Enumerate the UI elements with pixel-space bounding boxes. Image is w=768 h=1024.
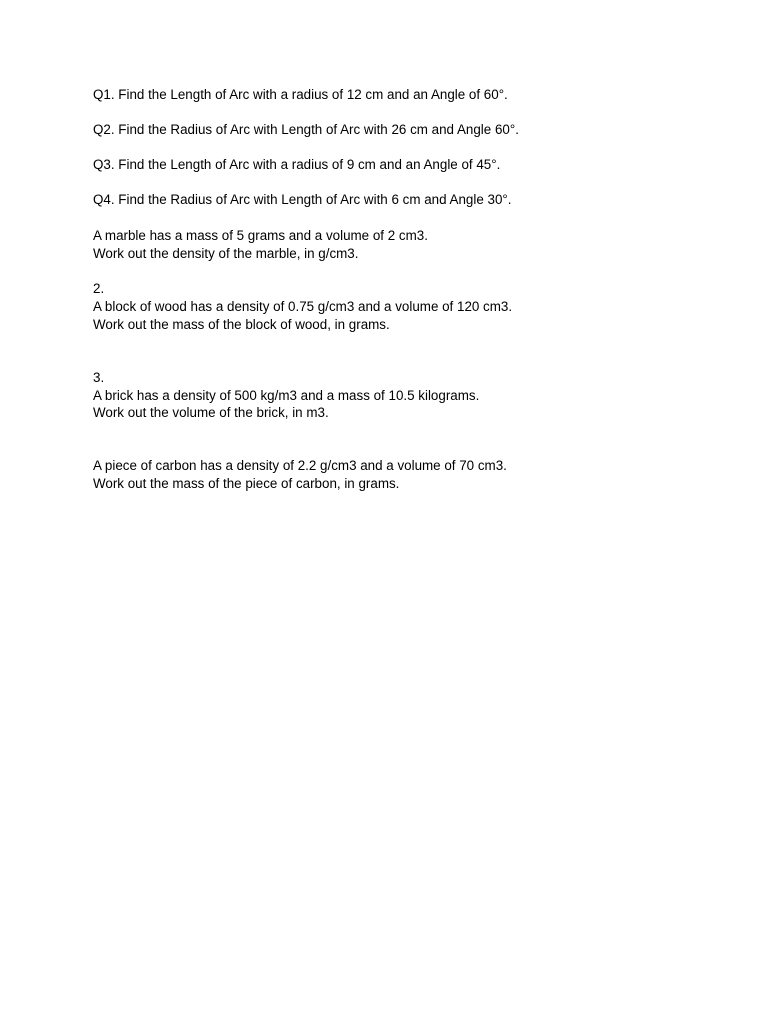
question-q1: Q1. Find the Length of Arc with a radius of 12 cm and an Angle of 60°. [93, 87, 508, 102]
wood-problem-number: 2. [93, 281, 105, 296]
brick-problem-number: 3. [93, 370, 105, 385]
carbon-problem-line-1: A piece of carbon has a density of 2.2 g/cm3 and a volume of 70 cm3. [93, 458, 507, 473]
question-q4: Q4. Find the Radius of Arc with Length of Arc with 6 cm and Angle 30°. [93, 192, 512, 207]
marble-problem-line-1: A marble has a mass of 5 grams and a volume of 2 cm3. [93, 228, 428, 243]
wood-problem-line-2: Work out the mass of the block of wood, in grams. [93, 317, 390, 332]
marble-problem-line-2: Work out the density of the marble, in g/cm3. [93, 246, 359, 261]
question-q3: Q3. Find the Length of Arc with a radius of 9 cm and an Angle of 45°. [93, 157, 501, 172]
question-q2: Q2. Find the Radius of Arc with Length of Arc with 26 cm and Angle 60°. [93, 122, 519, 137]
brick-problem-line-1: A brick has a density of 500 kg/m3 and a mass of 10.5 kilograms. [93, 388, 480, 403]
wood-problem-line-1: A block of wood has a density of 0.75 g/cm3 and a volume of 120 cm3. [93, 299, 513, 314]
brick-problem-line-2: Work out the volume of the brick, in m3. [93, 405, 329, 420]
carbon-problem-line-2: Work out the mass of the piece of carbon, in grams. [93, 476, 400, 491]
